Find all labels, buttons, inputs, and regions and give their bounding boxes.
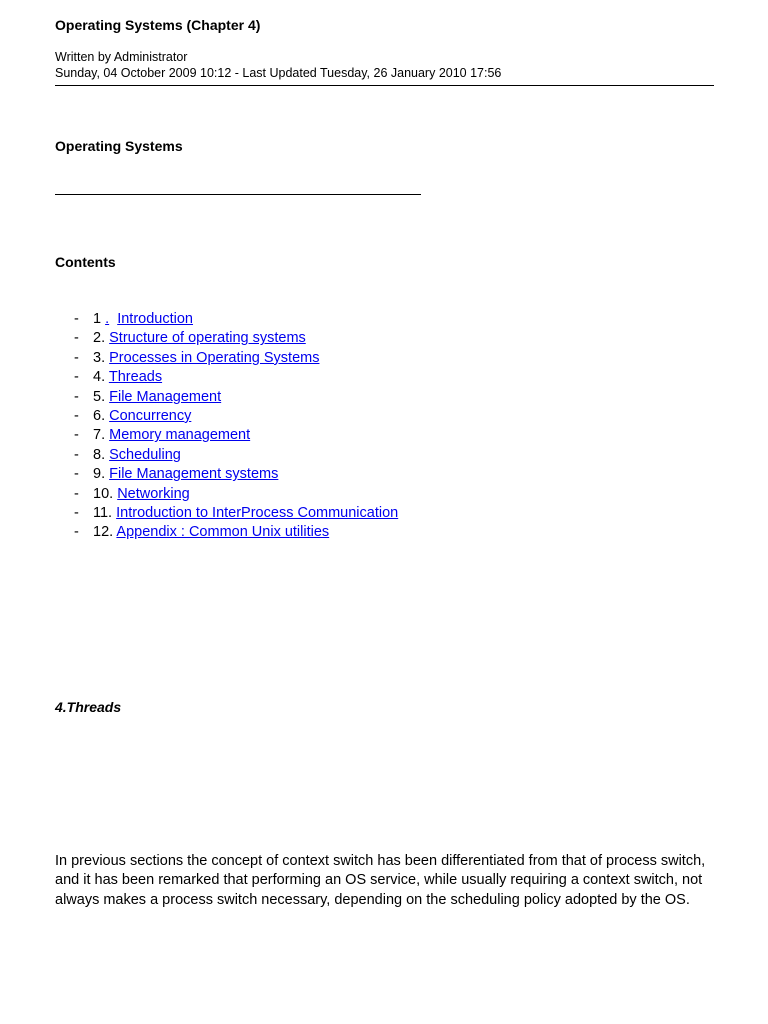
- toc-bullet: -: [74, 524, 79, 541]
- toc-item-threads: [74, 368, 398, 387]
- toc-bullet: -: [74, 504, 79, 521]
- toc-number: 2.: [93, 330, 106, 347]
- document-title: Operating Systems (Chapter 4): [55, 17, 261, 33]
- toc-item-file-management-systems: [74, 465, 398, 484]
- section-heading: Operating Systems: [55, 138, 183, 154]
- article-meta: [55, 49, 501, 81]
- chapter-heading: 4.Threads: [55, 699, 122, 715]
- toc-bullet: -: [74, 446, 79, 463]
- body-paragraph: In previous sections the concept of context switch has been differentiated from that of process switch, and it has been remarked that performing an OS service, while usually requiring a context switch, not always makes a process switch necessary, depending on the scheduling policy adopted by the OS.: [55, 853, 706, 908]
- toc-link-concurrency[interactable]: Concurrency: [109, 407, 192, 424]
- toc-link-file-management-systems[interactable]: File Management systems: [109, 466, 279, 483]
- toc-item-scheduling: [74, 446, 398, 465]
- toc-number: 1: [93, 311, 102, 327]
- toc-number: 7.: [93, 427, 106, 444]
- toc-number: 11.: [93, 504, 113, 521]
- toc-item-introduction: [74, 310, 398, 329]
- toc-link-file-management[interactable]: File Management: [109, 388, 222, 405]
- toc-link-networking[interactable]: Networking: [117, 485, 190, 502]
- toc-link-processes[interactable]: Processes in Operating Systems: [109, 349, 320, 366]
- toc-bullet: -: [74, 485, 79, 502]
- section-divider: [55, 194, 421, 195]
- toc-item-networking: [74, 485, 398, 504]
- toc-item-processes: [74, 349, 398, 368]
- toc-item-file-management: [74, 388, 398, 407]
- toc-number: 6.: [93, 407, 106, 424]
- header-divider: [55, 85, 714, 86]
- toc-link-scheduling[interactable]: Scheduling: [109, 446, 181, 463]
- toc-bullet: -: [74, 466, 79, 483]
- toc-number: 4.: [93, 369, 106, 386]
- toc-number: 8.: [93, 446, 106, 463]
- toc-number: 9.: [93, 466, 106, 483]
- toc-number-link[interactable]: .: [105, 311, 110, 327]
- toc-bullet: -: [74, 407, 79, 424]
- toc-number: 10.: [93, 485, 114, 502]
- toc-link-structure[interactable]: Structure of operating systems: [109, 330, 306, 347]
- toc-link-threads[interactable]: Threads: [108, 369, 163, 386]
- toc-item-ipc: [74, 504, 398, 523]
- toc-bullet: -: [74, 427, 79, 444]
- toc-bullet: -: [74, 311, 79, 327]
- author-line: Written by Administrator: [55, 50, 188, 64]
- toc-link-ipc[interactable]: Introduction to InterProcess Communication: [116, 504, 399, 521]
- contents-heading: Contents: [55, 254, 116, 270]
- toc-number: 3.: [93, 349, 106, 366]
- date-line: Sunday, 04 October 2009 10:12 - Last Updated Tuesday, 26 January 2010 17:56: [55, 66, 502, 80]
- toc-link-memory-management[interactable]: Memory management: [109, 427, 251, 444]
- toc-link-introduction[interactable]: Introduction: [117, 311, 193, 327]
- toc-number: 5.: [93, 388, 106, 405]
- table-of-contents: [74, 310, 398, 543]
- toc-item-structure: [74, 329, 398, 348]
- toc-item-concurrency: [74, 407, 398, 426]
- toc-bullet: -: [74, 330, 79, 347]
- toc-item-appendix: [74, 523, 398, 542]
- toc-item-memory-management: [74, 426, 398, 445]
- toc-number: 12.: [93, 524, 114, 541]
- toc-bullet: -: [74, 369, 79, 386]
- toc-link-appendix[interactable]: Appendix : Common Unix utilities: [116, 524, 330, 541]
- toc-bullet: -: [74, 349, 79, 366]
- toc-bullet: -: [74, 388, 79, 405]
